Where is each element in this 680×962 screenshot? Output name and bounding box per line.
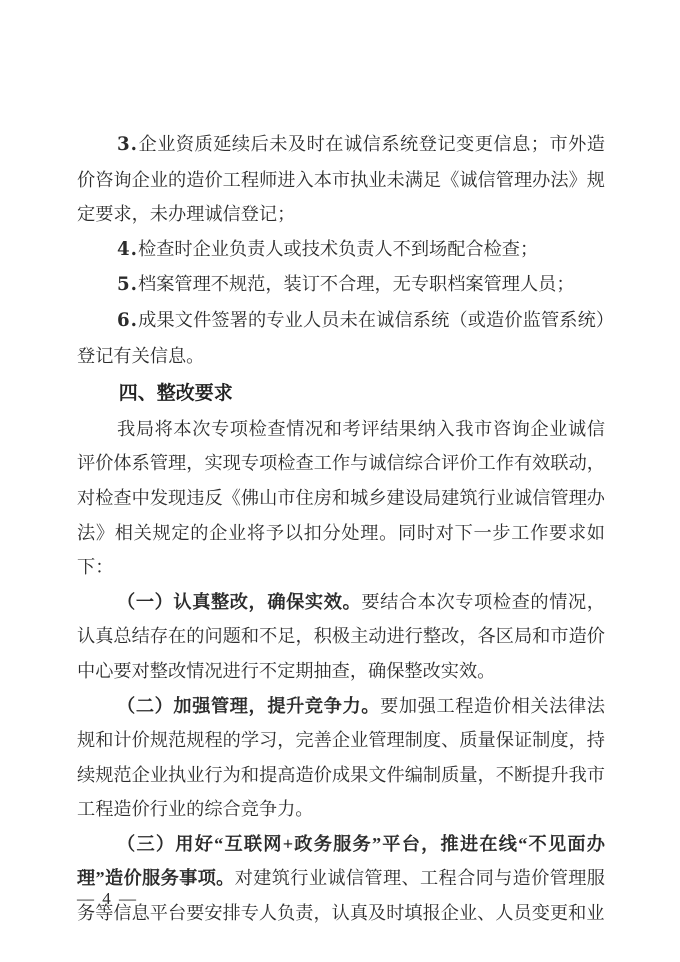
section-intro-paragraph: 我局将本次专项检查情况和考评结果纳入我市咨询企业诚信评价体系管理，实现专项检查工作与诚信综合评价工作有效联动，对检查中发现违反《佛山市住房和城乡建设局建筑行业诚信管理办法》相关规定的企业将予以扣分处理。同时对下一步工作要求如下： bbox=[77, 418, 605, 578]
numbered-item-3 bbox=[77, 127, 605, 232]
requirement-lead: （二）加强管理，提升竞争力。 bbox=[117, 695, 381, 716]
item-number: 4. bbox=[117, 238, 139, 260]
requirement-text: 对建筑行业诚信管理、工程合同与造价管理服务等信息平台要安排专人负责，认真及时填报企业、人员变更和业 bbox=[77, 868, 605, 924]
requirement-text: 要结合本次专项检查的情况，认真总结存在的问题和不足，积极主动进行整改，各区局和市造价中心要对整改情况进行不定期抽查，确保整改实效。 bbox=[77, 591, 605, 681]
numbered-item-4 bbox=[77, 232, 605, 268]
item-text: 企业资质延续后未及时在诚信系统登记变更信息；市外造价咨询企业的造价工程师进入本市执业未满足《诚信管理办法》规定要求，未办理诚信登记； bbox=[77, 134, 605, 225]
requirement-item-2 bbox=[77, 689, 605, 827]
requirement-lead: （三）用好“互联网+政务服务”平台，推进在线“不见面办理”造价服务事项。 bbox=[77, 833, 605, 889]
item-text: 成果文件签署的专业人员未在诚信系统（或造价监管系统）登记有关信息。 bbox=[77, 309, 605, 366]
page-number: — 4 — bbox=[77, 889, 138, 908]
item-number: 3. bbox=[117, 134, 139, 155]
section-heading: 四、整改要求 bbox=[118, 383, 233, 405]
requirement-text: 要加强工程造价相关法律法规和计价规范规程的学习，完善企业管理制度、质量保证制度，持续规范企业执业行为和提高造价成果文件编制质量，不断提升我市工程造价行业的综合竞争力。 bbox=[77, 695, 605, 820]
item-number: 6. bbox=[117, 309, 139, 331]
item-number: 5. bbox=[117, 274, 139, 296]
item-text: 检查时企业负责人或技术负责人不到场配合检查； bbox=[138, 238, 539, 259]
item-text: 档案管理不规范，装订不合理，无专职档案管理人员； bbox=[138, 274, 575, 295]
requirement-item-3 bbox=[77, 827, 605, 931]
requirement-item-1 bbox=[77, 585, 605, 689]
numbered-item-5 bbox=[77, 267, 605, 303]
requirement-lead: （一）认真整改，确保实效。 bbox=[117, 591, 362, 612]
document-content bbox=[77, 127, 605, 931]
numbered-item-6 bbox=[77, 303, 605, 373]
